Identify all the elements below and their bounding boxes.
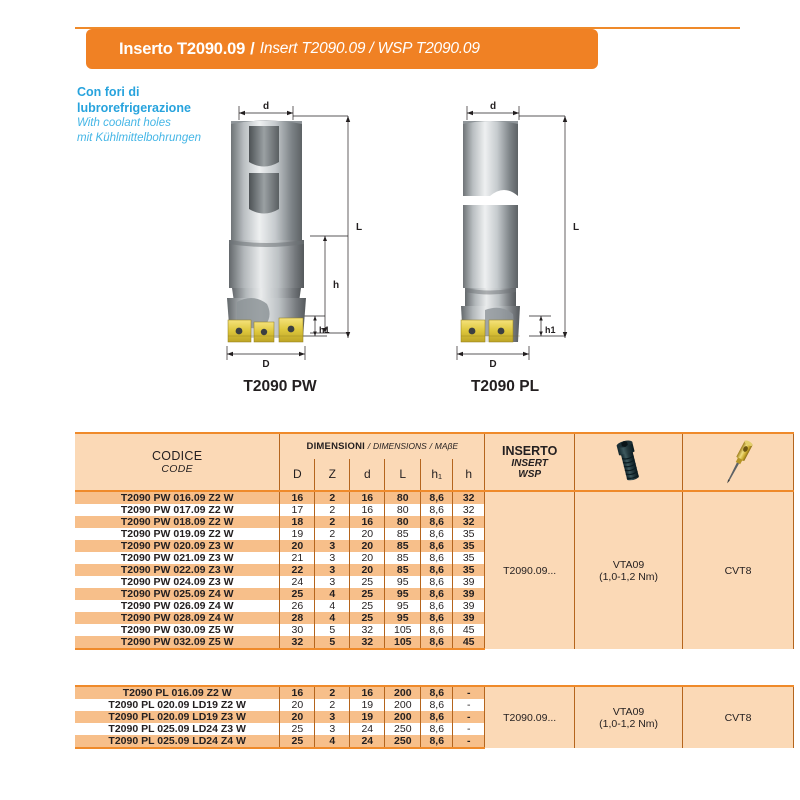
caption-line-3: With coolant holes (77, 117, 171, 129)
row-code: T2090 PL 020.09 LD19 Z3 W (75, 711, 280, 723)
row-h: 39 (453, 588, 485, 600)
row-h: 35 (453, 552, 485, 564)
row-Z: 5 (315, 624, 350, 636)
row-L: 200 (385, 686, 421, 699)
table-row (75, 491, 794, 504)
screw-cell-value: VTA09 (612, 705, 645, 718)
row-d: 20 (350, 540, 385, 552)
table-body-pw (75, 491, 794, 649)
row-d: 19 (350, 711, 385, 723)
row-h: - (453, 699, 485, 711)
row-L: 200 (385, 699, 421, 711)
header-dim-sep-1: / (367, 440, 371, 451)
row-h1: 8,6 (421, 711, 453, 723)
row-h1: 8,6 (421, 612, 453, 624)
row-L: 80 (385, 516, 421, 528)
insert-cell (485, 491, 575, 649)
row-D: 16 (280, 491, 315, 504)
row-h1: 8,6 (421, 636, 453, 649)
row-code: T2090 PW 019.09 Z2 W (75, 528, 280, 540)
row-L: 95 (385, 576, 421, 588)
screw-cell-torque: (1,0-1,2 Nm) (599, 570, 659, 583)
figure-t2090-pl (445, 88, 605, 368)
header-code-cell (75, 433, 280, 491)
callout-L-pl: L (573, 222, 580, 233)
row-h: 32 (453, 516, 485, 528)
row-Z: 3 (315, 540, 350, 552)
row-code: T2090 PW 020.09 Z3 W (75, 540, 280, 552)
row-d: 20 (350, 528, 385, 540)
row-code: T2090 PL 020.09 LD19 Z2 W (75, 699, 280, 711)
callout-h-pw: h (333, 280, 340, 291)
row-code: T2090 PW 028.09 Z4 W (75, 612, 280, 624)
row-h: 35 (453, 528, 485, 540)
row-code: T2090 PW 032.09 Z5 W (75, 636, 280, 649)
screw-cell (575, 491, 683, 649)
header-dimensions-de: MAβE (434, 440, 459, 451)
row-L: 85 (385, 528, 421, 540)
row-L: 250 (385, 723, 421, 735)
row-L: 85 (385, 540, 421, 552)
banner-separator: / (250, 39, 255, 58)
row-h1: 8,6 (421, 686, 453, 699)
row-Z: 2 (315, 686, 350, 699)
figure-label-pl: T2090 PL (470, 378, 540, 395)
insert-cell-value: T2090.09... (503, 711, 557, 724)
row-h1: 8,6 (421, 723, 453, 735)
row-h: - (453, 711, 485, 723)
row-D: 20 (280, 540, 315, 552)
row-d: 32 (350, 624, 385, 636)
table-header-row-1 (75, 433, 794, 459)
table-row (75, 686, 794, 699)
row-code: T2090 PW 017.09 Z2 W (75, 504, 280, 516)
row-Z: 2 (315, 504, 350, 516)
row-L: 95 (385, 612, 421, 624)
row-h1: 8,6 (421, 699, 453, 711)
header-dimensions-it: DIMENSIONI (306, 440, 366, 452)
row-Z: 2 (315, 528, 350, 540)
row-h: 32 (453, 491, 485, 504)
key-cell-value: CVT8 (724, 711, 752, 724)
row-D: 20 (280, 699, 315, 711)
row-d: 16 (350, 491, 385, 504)
header-dimensions-group (280, 433, 485, 459)
row-Z: 3 (315, 552, 350, 564)
header-col-h1: h₁ (421, 459, 453, 491)
row-D: 24 (280, 576, 315, 588)
row-h1: 8,6 (421, 528, 453, 540)
row-code: T2090 PW 022.09 Z3 W (75, 564, 280, 576)
callout-h1-pl: h1 (545, 325, 556, 335)
row-L: 95 (385, 588, 421, 600)
row-Z: 3 (315, 711, 350, 723)
row-code: T2090 PW 024.09 Z3 W (75, 576, 280, 588)
row-D: 21 (280, 552, 315, 564)
header-col-D: D (280, 459, 315, 491)
row-d: 24 (350, 723, 385, 735)
header-code-it: CODICE (151, 449, 203, 463)
row-d: 16 (350, 686, 385, 699)
row-D: 20 (280, 711, 315, 723)
torx-screw-icon (575, 434, 682, 490)
row-D: 22 (280, 564, 315, 576)
row-L: 80 (385, 491, 421, 504)
row-d: 19 (350, 699, 385, 711)
row-D: 25 (280, 588, 315, 600)
key-cell-value: CVT8 (724, 564, 752, 577)
header-col-L: L (385, 459, 421, 491)
row-d: 25 (350, 600, 385, 612)
row-h1: 8,6 (421, 600, 453, 612)
header-col-h: h (453, 459, 485, 491)
row-D: 19 (280, 528, 315, 540)
row-h1: 8,6 (421, 491, 453, 504)
row-h1: 8,6 (421, 504, 453, 516)
row-d: 20 (350, 564, 385, 576)
row-h1: 8,6 (421, 576, 453, 588)
row-h: 32 (453, 504, 485, 516)
row-L: 85 (385, 564, 421, 576)
row-Z: 4 (315, 735, 350, 748)
callout-D-pl: D (489, 359, 497, 368)
row-h: - (453, 735, 485, 748)
row-L: 95 (385, 600, 421, 612)
caption-line-1: Con fori di (77, 85, 140, 99)
row-d: 16 (350, 504, 385, 516)
row-h1: 8,6 (421, 624, 453, 636)
row-h: 35 (453, 564, 485, 576)
row-d: 16 (350, 516, 385, 528)
row-code: T2090 PW 030.09 Z5 W (75, 624, 280, 636)
row-Z: 2 (315, 699, 350, 711)
header-screw-cell (575, 433, 683, 491)
row-h: 39 (453, 612, 485, 624)
header-insert-en: INSERT (511, 458, 548, 469)
row-code: T2090 PL 016.09 Z2 W (75, 686, 280, 699)
row-h1: 8,6 (421, 516, 453, 528)
key-cell (683, 491, 794, 649)
row-L: 105 (385, 624, 421, 636)
callout-h1-pw: h1 (319, 325, 330, 335)
row-h: 39 (453, 600, 485, 612)
header-dimensions-en: DIMENSIONS (372, 440, 427, 451)
row-D: 16 (280, 686, 315, 699)
figure-label-pw: T2090 PW (243, 378, 317, 395)
row-Z: 2 (315, 491, 350, 504)
row-D: 28 (280, 612, 315, 624)
row-h1: 8,6 (421, 735, 453, 748)
row-code: T2090 PL 025.09 LD24 Z3 W (75, 723, 280, 735)
figure-t2090-pw (215, 88, 395, 368)
row-code: T2090 PW 026.09 Z4 W (75, 600, 280, 612)
row-d: 24 (350, 735, 385, 748)
row-code: T2090 PW 018.09 Z2 W (75, 516, 280, 528)
row-h: 39 (453, 576, 485, 588)
page-title-banner (86, 29, 598, 69)
table-body-pl (75, 686, 794, 748)
row-d: 25 (350, 576, 385, 588)
row-code: T2090 PL 025.09 LD24 Z4 W (75, 735, 280, 748)
callout-d-pl: d (489, 101, 497, 112)
row-d: 25 (350, 588, 385, 600)
row-Z: 4 (315, 612, 350, 624)
row-D: 26 (280, 600, 315, 612)
insert-cell (485, 686, 575, 748)
row-Z: 3 (315, 564, 350, 576)
header-dim-sep-2: / (429, 440, 432, 451)
header-insert-de: WSP (518, 469, 542, 480)
insert-cell-value: T2090.09... (503, 564, 557, 577)
header-insert-it: INSERTO (501, 444, 558, 458)
spec-table-pl (75, 685, 794, 749)
header-key-cell (683, 433, 794, 491)
torx-screwdriver-icon (683, 434, 793, 490)
row-d: 20 (350, 552, 385, 564)
row-Z: 4 (315, 588, 350, 600)
callout-D-pw: D (262, 359, 270, 368)
header-code-en: CODE (161, 463, 193, 475)
row-Z: 3 (315, 576, 350, 588)
screw-cell-value: VTA09 (612, 558, 645, 571)
banner-title-it: Inserto T2090.09 (119, 39, 246, 58)
row-L: 200 (385, 711, 421, 723)
row-Z: 5 (315, 636, 350, 649)
coolant-holes-caption (77, 84, 227, 145)
row-code: T2090 PW 016.09 Z2 W (75, 491, 280, 504)
row-D: 30 (280, 624, 315, 636)
row-D: 17 (280, 504, 315, 516)
row-L: 250 (385, 735, 421, 748)
row-Z: 4 (315, 600, 350, 612)
row-D: 25 (280, 735, 315, 748)
caption-line-2: lubrorefrigerazione (77, 101, 191, 115)
row-h: - (453, 723, 485, 735)
callout-d-pw: d (262, 101, 270, 112)
row-D: 32 (280, 636, 315, 649)
header-col-Z: Z (315, 459, 350, 491)
row-D: 25 (280, 723, 315, 735)
row-h1: 8,6 (421, 564, 453, 576)
caption-line-4: mit Kühlmittelbohrungen (77, 131, 202, 144)
row-h1: 8,6 (421, 540, 453, 552)
key-cell (683, 686, 794, 748)
spec-table-pw (75, 432, 794, 650)
header-insert-cell (485, 433, 575, 491)
row-Z: 2 (315, 516, 350, 528)
row-code: T2090 PW 021.09 Z3 W (75, 552, 280, 564)
row-code: T2090 PW 025.09 Z4 W (75, 588, 280, 600)
screw-cell (575, 686, 683, 748)
row-h: 45 (453, 636, 485, 649)
row-h: - (453, 686, 485, 699)
row-h: 45 (453, 624, 485, 636)
screw-cell-torque: (1,0-1,2 Nm) (599, 717, 659, 730)
banner-title-translations: Insert T2090.09 / WSP T2090.09 (259, 40, 480, 57)
row-d: 32 (350, 636, 385, 649)
row-h: 35 (453, 540, 485, 552)
row-D: 18 (280, 516, 315, 528)
row-Z: 3 (315, 723, 350, 735)
header-col-d: d (350, 459, 385, 491)
row-L: 80 (385, 504, 421, 516)
callout-L-pw: L (356, 222, 363, 233)
row-L: 85 (385, 552, 421, 564)
row-h1: 8,6 (421, 588, 453, 600)
row-h1: 8,6 (421, 552, 453, 564)
row-d: 25 (350, 612, 385, 624)
row-L: 105 (385, 636, 421, 649)
